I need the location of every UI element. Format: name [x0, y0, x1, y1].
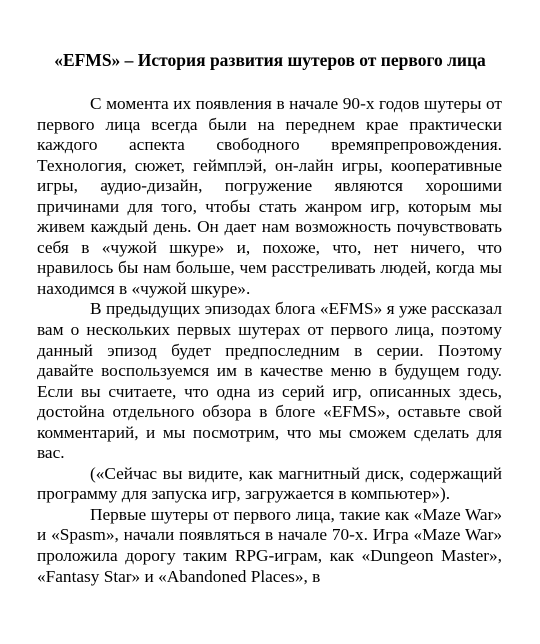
paragraph-2: В предыдущих эпизодах блога «EFMS» я уже рассказал вам о нескольких первых шутерах от первого лица, поэтому данный эпизод будет предпоследним в серии. Поэтому давайте воспользуемся им в качестве меню в будущем году. Если вы считаете, что одна из серий игр, описанных здесь, достойна отдельного обзора в блоге «EFMS», оставьте свой комментарий, и мы посмотрим, что мы сможем сделать для вас.	[37, 299, 502, 463]
paragraph-1: С момента их появления в начале 90-х годов шутеры от первого лица всегда были на переднем крае практически каждого аспекта свободного времяпрепровождения. Технология, сюжет, геймплэй, он-лайн игры, кооперативные игры, аудио-дизайн, погружение являются хорошими причинами для того, чтобы стать жанром игр, которым мы живем каждый день. Он дает нам возможность почувствовать себя в «чужой шкуре» и, похоже, что, нет ничего, что нравилось бы нам больше, чем расстреливать людей, когда мы находимся в «чужой шкуре».	[37, 94, 502, 298]
paragraph-3: («Сейчас вы видите, как магнитный диск, содержащий программу для запуска игр, загружается в компьютер»).	[37, 463, 502, 504]
document-body	[37, 94, 502, 587]
paragraph-4: Первые шутеры от первого лица, такие как «Maze War» и «Spasm», начали появляться в начале 70-х. Игра «Maze War» проложила дорогу таким RPG-играм, как «Dungeon Master», «Fantasy Star» и «Abandoned Places», в	[37, 504, 502, 586]
document-title: «EFMS» – История развития шутеров от первого лица	[54, 50, 486, 70]
